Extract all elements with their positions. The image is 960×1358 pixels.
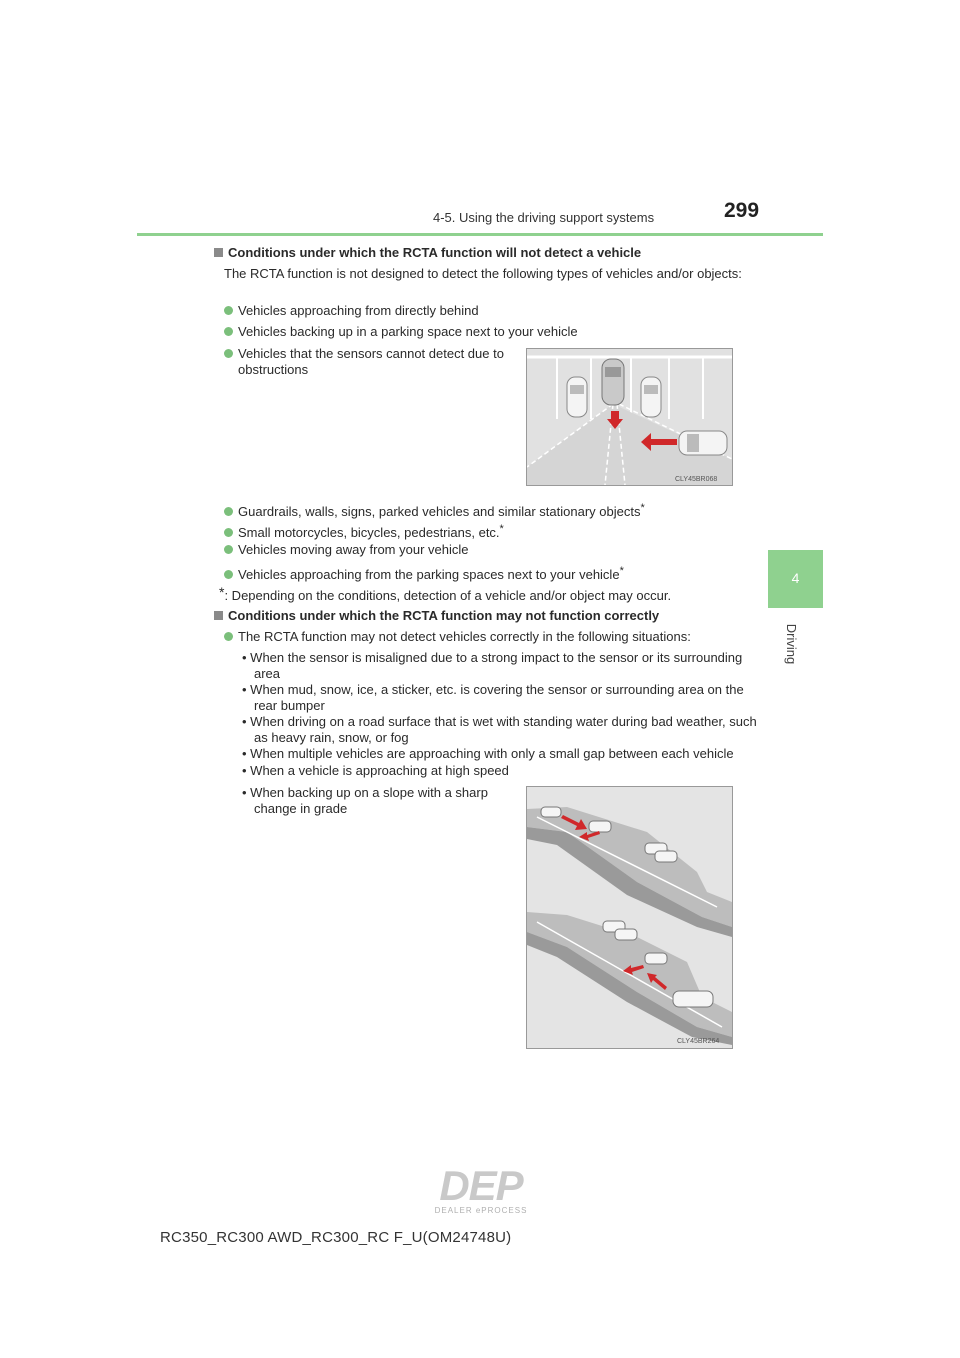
svg-text:CLY45BR068: CLY45BR068: [675, 476, 718, 483]
sub-list-item: • When the sensor is misaligned due to a strong impact to the sensor or its surrounding area: [242, 650, 743, 681]
square-bullet-icon: [214, 248, 223, 257]
section-title: 4-5. Using the driving support systems: [433, 210, 655, 225]
model-code: RC350_RC300 AWD_RC300_RC F_U(OM24748U): [160, 1229, 512, 1246]
bullet-icon: [224, 349, 233, 358]
parking-illustration: [527, 349, 732, 485]
slope-diagram: [526, 786, 733, 1049]
svg-text:DEALER ePROCESS: DEALER ePROCESS: [434, 1206, 528, 1215]
chapter-label: [765, 616, 825, 676]
bullet-icon: [224, 306, 233, 315]
slope-illustration: [527, 787, 732, 1048]
bullet-icon: [224, 327, 233, 336]
bullet-icon: [224, 570, 233, 579]
svg-text:CLY45BR264: CLY45BR264: [677, 1038, 720, 1045]
sub-list-item: • When mud, snow, ice, a sticker, etc. is covering the sensor or surrounding area on the rear bumper: [242, 682, 744, 713]
bullet-icon: [224, 545, 233, 554]
chapter-tab: [768, 550, 823, 608]
bullet-icon: [224, 507, 233, 516]
svg-text:DEP: DEP: [439, 1164, 523, 1209]
bullet-icon: [224, 632, 233, 641]
section-intro: The RCTA function is not designed to detect the following types of vehicles and/or objects:: [224, 266, 742, 281]
dep-logo-icon: [414, 1164, 548, 1216]
sub-list-item: • When multiple vehicles are approaching with only a small gap between each vehicle: [242, 746, 734, 761]
parking-diagram: [526, 348, 733, 486]
list-item: Vehicles approaching from directly behind: [224, 303, 479, 319]
section-heading: Conditions under which the RCTA function may not function correctly: [214, 608, 659, 624]
sub-list-item: • When backing up on a slope with a sharp change in grade: [242, 785, 488, 816]
list-item: Guardrails, walls, signs, parked vehicles and similar stationary objects*: [224, 500, 645, 520]
sub-list-item: • When driving on a road surface that is wet with standing water during bad weather, such as heavy rain, snow, or fog: [242, 714, 757, 745]
list-item: Vehicles that the sensors cannot detect due to obstructions: [224, 346, 538, 378]
section-heading: Conditions under which the RCTA function will not detect a vehicle: [214, 245, 641, 261]
list-item: The RCTA function may not detect vehicles correctly in the following situations:: [224, 629, 691, 645]
list-item: Small motorcycles, bicycles, pedestrians, etc.*: [224, 521, 504, 541]
list-item: Vehicles backing up in a parking space next to your vehicle: [224, 324, 578, 340]
chapter-number: 4: [791, 570, 800, 586]
header-divider: [137, 233, 823, 236]
page-number: 299: [724, 199, 760, 222]
list-item: Vehicles moving away from your vehicle: [224, 542, 469, 558]
chapter-label-text: Driving: [784, 623, 799, 665]
square-bullet-icon: [214, 611, 223, 620]
bullet-icon: [224, 528, 233, 537]
footnote: *: Depending on the conditions, detection of a vehicle and/or object may occur.: [219, 584, 672, 603]
dealer-eprocess-logo: [414, 1164, 548, 1216]
sub-list-item: • When a vehicle is approaching at high speed: [242, 763, 509, 778]
list-item: Vehicles approaching from the parking spaces next to your vehicle*: [224, 563, 624, 583]
